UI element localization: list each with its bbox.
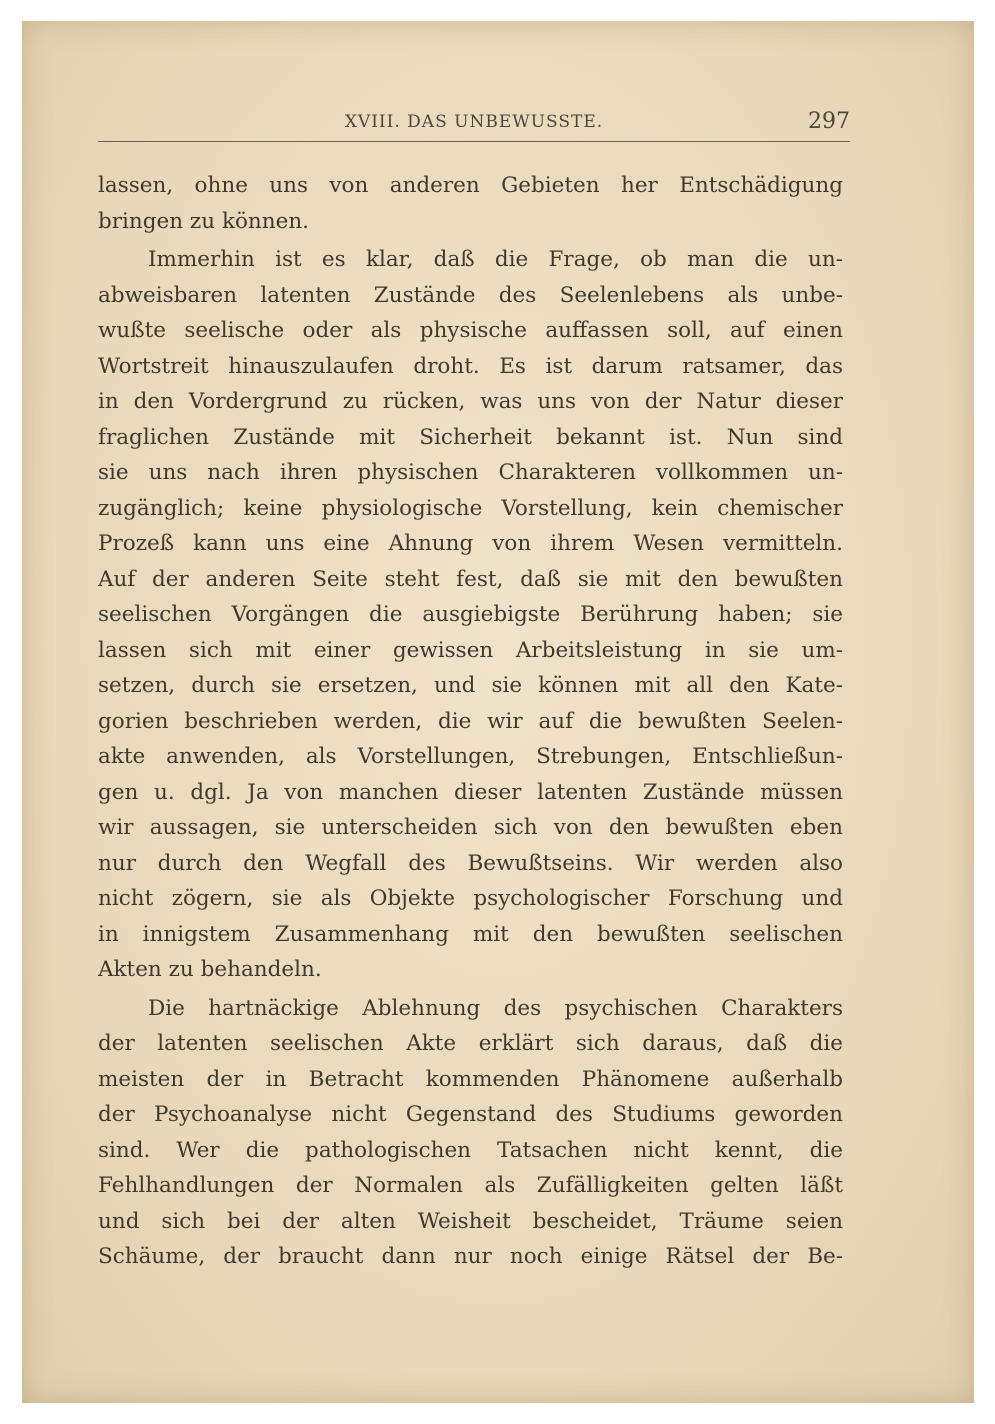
text-line: der latenten seelischen Akte erklärt sich daraus, daß die (98, 1031, 843, 1056)
text-line: Die hartnäckige Ablehnung des psychischen Charakters (148, 995, 843, 1021)
text-line: sie uns nach ihren physischen Charakteren vollkommen un- (98, 460, 843, 485)
page-header (98, 109, 850, 139)
page-number: 297 (808, 109, 850, 134)
text-line: Akten zu behandeln. (98, 957, 322, 982)
text-line: wußte seelische oder als physische auffassen soll, auf einen (98, 318, 843, 343)
body-text (98, 168, 843, 1275)
header-rule (98, 141, 850, 142)
text-line: Fehlhandlungen der Normalen als Zufälligkeiten gelten läßt (98, 1173, 843, 1198)
text-line: Schäume, der braucht dann nur noch einige Rätsel der Be- (98, 1244, 843, 1269)
text-line: akte anwenden, als Vorstellungen, Strebungen, Entschließun- (98, 744, 843, 769)
text-line: gen u. dgl. Ja von manchen dieser latenten Zustände müssen (98, 779, 843, 805)
text-line: gorien beschrieben werden, die wir auf die bewußten Seelen- (98, 708, 843, 734)
text-line: in innigstem Zusammenhang mit den bewußten seelischen (98, 921, 843, 947)
text-line: sind. Wer die pathologischen Tatsachen nicht kennt, die (98, 1137, 843, 1163)
text-line: lassen sich mit einer gewissen Arbeitsleistung in sie um- (98, 637, 843, 663)
text-line: setzen, durch sie ersetzen, und sie können mit all den Kate- (98, 673, 843, 698)
text-line: zugänglich; keine physiologische Vorstellung, kein chemischer (98, 495, 843, 521)
text-line: in den Vordergrund zu rücken, was uns von der Natur dieser (98, 389, 843, 414)
text-line: fraglichen Zustände mit Sicherheit bekannt ist. Nun sind (98, 424, 843, 450)
running-title: XVIII. DAS UNBEWUSSTE. (344, 112, 604, 132)
text-line: und sich bei der alten Weisheit bescheidet, Träume seien (98, 1208, 843, 1234)
text-line: Prozeß kann uns eine Ahnung von ihrem Wesen vermitteln. (98, 531, 843, 556)
text-line: nicht zögern, sie als Objekte psychologischer Forschung und (98, 886, 843, 911)
text-line: der Psychoanalyse nicht Gegenstand des Studiums geworden (98, 1102, 843, 1127)
text-line: nur durch den Wegfall des Bewußtseins. Wir werden also (98, 850, 843, 876)
text-line: abweisbaren latenten Zustände des Seelenlebens als unbe- (98, 282, 843, 308)
text-line: Auf der anderen Seite steht fest, daß sie mit den bewußten (98, 566, 843, 592)
book-page (22, 21, 974, 1403)
text-line: Wortstreit hinauszulaufen droht. Es ist darum ratsamer, das (98, 353, 843, 379)
text-line: Immerhin ist es klar, daß die Frage, ob man die un- (148, 247, 843, 272)
text-line: wir aussagen, sie unterscheiden sich von den bewußten eben (98, 815, 843, 840)
text-line: lassen, ohne uns von anderen Gebieten her Entschädigung (98, 173, 843, 198)
text-line: seelischen Vorgängen die ausgiebigste Berührung haben; sie (98, 602, 843, 627)
text-line: bringen zu können. (98, 208, 310, 234)
text-line: meisten der in Betracht kommenden Phänomene außerhalb (98, 1066, 843, 1092)
